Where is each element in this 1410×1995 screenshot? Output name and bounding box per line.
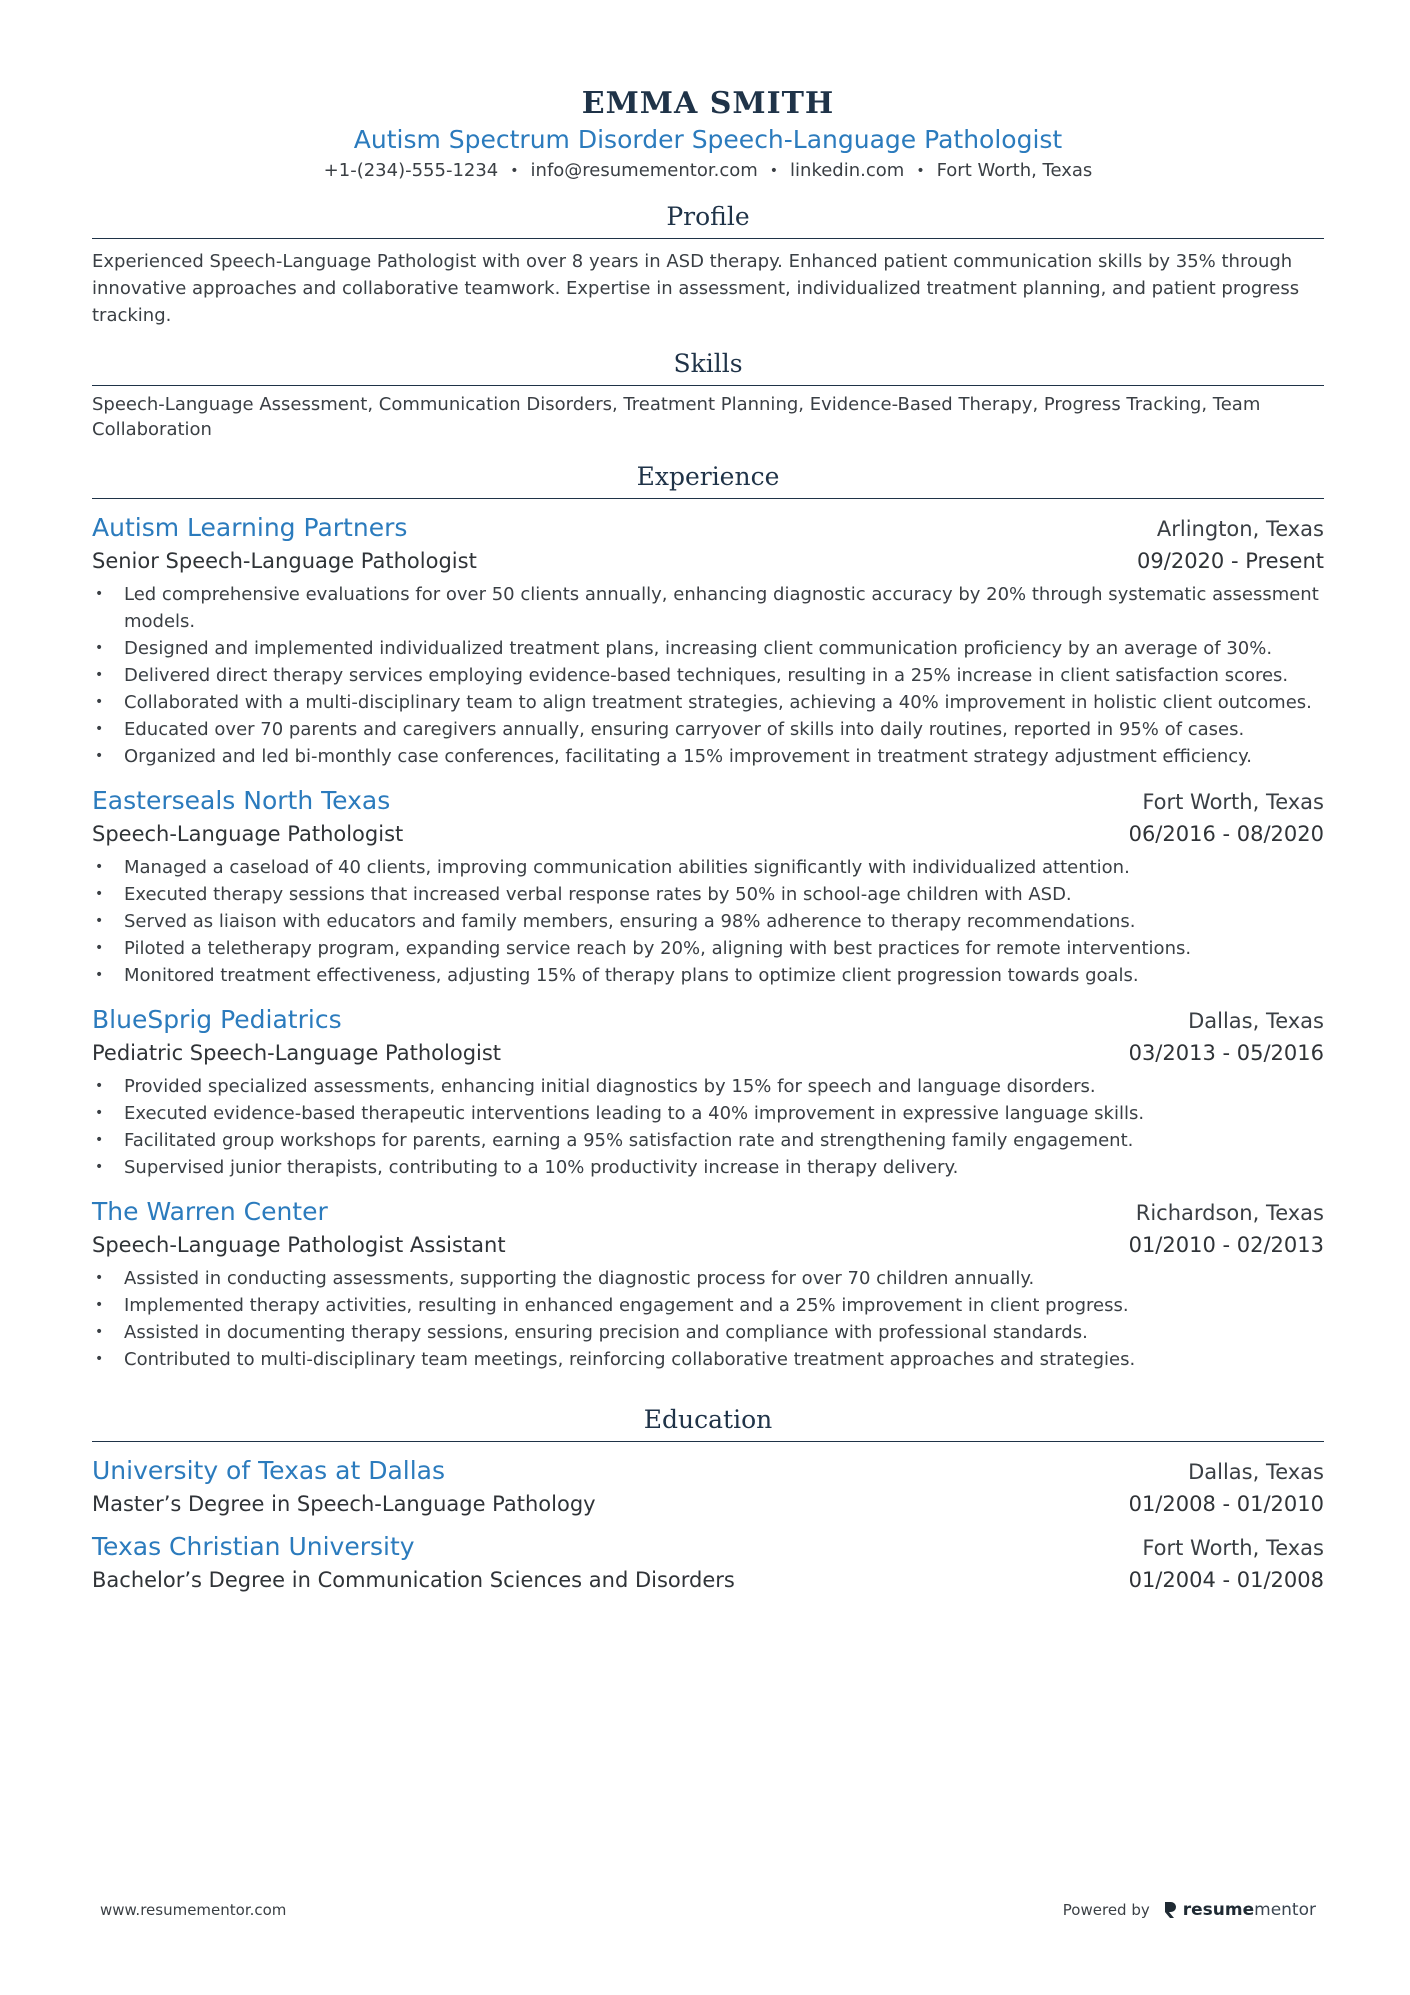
- brand-name-bold: resume: [1182, 1900, 1255, 1920]
- job-dates: 03/2013 - 05/2016: [1128, 1041, 1324, 1065]
- education-list: [92, 1454, 1324, 1596]
- job-location: Arlington, Texas: [1156, 517, 1324, 541]
- profile-text: Experienced Speech-Language Pathologist with over 8 years in ASD therapy. Enhanced patient communication skills by 35% through innovative approaches and collaborative teamwork. Expertise in assessment, individualized treatment planning, and patient progress tracking.: [92, 251, 1300, 326]
- list-item: • Executed therapy sessions that increased verbal response rates by 50% in school-age children with ASD.: [95, 884, 1072, 905]
- resume-page: [92, 84, 1324, 1596]
- list-item: • Executed evidence-based therapeutic interventions leading to a 40% improvement in expressive language skills.: [95, 1103, 1145, 1124]
- degree-name: Master’s Degree in Speech-Language Pathology: [92, 1492, 596, 1516]
- school-location: Fort Worth, Texas: [1142, 1536, 1324, 1560]
- candidate-name: EMMA SMITH: [581, 86, 835, 121]
- school-name: University of Texas at Dallas: [92, 1456, 446, 1485]
- job-entry: [92, 1195, 1324, 1373]
- job-title: Speech-Language Pathologist Assistant: [92, 1233, 506, 1257]
- job-dates: 01/2010 - 02/2013: [1128, 1233, 1324, 1257]
- list-item: • Led comprehensive evaluations for over 50 clients annually, enhancing diagnostic accuracy by 20% through systematic assessment models.: [95, 584, 1319, 632]
- job-bullets: [92, 1265, 1324, 1373]
- experience-heading: Experience: [92, 460, 1324, 499]
- brand-logo-icon: [1162, 1900, 1178, 1920]
- list-item: • Educated over 70 parents and caregivers annually, ensuring carryover of skills into daily routines, reported in 95% of cases.: [95, 719, 1245, 740]
- list-item: • Provided specialized assessments, enhancing initial diagnostics by 15% for speech and language disorders.: [95, 1076, 1096, 1097]
- job-bullets: [92, 1073, 1324, 1181]
- degree-name: Bachelor’s Degree in Communication Sciences and Disorders: [92, 1568, 735, 1592]
- job-company: The Warren Center: [92, 1197, 328, 1226]
- job-location: Dallas, Texas: [1188, 1009, 1324, 1033]
- degree-dates: 01/2008 - 01/2010: [1128, 1492, 1324, 1516]
- list-item: • Supervised junior therapists, contributing to a 10% productivity increase in therapy delivery.: [95, 1157, 959, 1178]
- education-entry: [92, 1530, 1324, 1596]
- degree-dates: 01/2004 - 01/2008: [1128, 1568, 1324, 1592]
- list-item: • Contributed to multi-disciplinary team meetings, reinforcing collaborative treatment approaches and strategies.: [95, 1349, 1136, 1370]
- job-title: Speech-Language Pathologist: [92, 822, 404, 846]
- list-item: • Facilitated group workshops for parents, earning a 95% satisfaction rate and strengthening family engagement.: [95, 1130, 1134, 1151]
- list-item: • Managed a caseload of 40 clients, improving communication abilities significantly with individualized attention.: [95, 857, 1130, 878]
- list-item: • Monitored treatment effectiveness, adjusting 15% of therapy plans to optimize client progression towards goals.: [95, 965, 1139, 986]
- list-item: • Assisted in documenting therapy sessions, ensuring precision and compliance with professional standards.: [95, 1322, 1088, 1343]
- skills-text: Speech-Language Assessment, Communication Disorders, Treatment Planning, Evidence-Based Therapy, Progress Tracking, Team Collaboration: [92, 394, 1261, 440]
- job-location: Fort Worth, Texas: [1142, 790, 1324, 814]
- separator-dot: •: [916, 163, 925, 179]
- separator-dot: •: [510, 163, 519, 179]
- brand-name-light: mentor: [1254, 1900, 1316, 1920]
- list-item: • Implemented therapy activities, resulting in enhanced engagement and a 25% improvement in client progress.: [95, 1295, 1129, 1316]
- school-name: Texas Christian University: [92, 1532, 415, 1561]
- list-item: • Piloted a teletherapy program, expanding service reach by 20%, aligning with best practices for remote interventions.: [95, 938, 1192, 959]
- education-entry: [92, 1454, 1324, 1520]
- job-company: Autism Learning Partners: [92, 513, 408, 542]
- email-address: info@resumementor.com: [530, 160, 758, 181]
- list-item: • Served as liaison with educators and family members, ensuring a 98% adherence to therapy recommendations.: [95, 911, 1136, 932]
- separator-dot: •: [769, 163, 779, 179]
- brand-logo[interactable]: [1162, 1900, 1316, 1920]
- job-bullets: [92, 854, 1324, 989]
- education-heading: Education: [92, 1403, 1324, 1442]
- job-bullets: [92, 581, 1324, 770]
- skills-heading: Skills: [92, 347, 1324, 386]
- job-dates: 09/2020 - Present: [1137, 549, 1324, 573]
- list-item: • Collaborated with a multi-disciplinary team to align treatment strategies, achieving a 40% improvement in holistic client outcomes.: [95, 692, 1312, 713]
- list-item: • Delivered direct therapy services employing evidence-based techniques, resulting in a 25% increase in client satisfaction scores.: [95, 665, 1289, 686]
- contact-line: [92, 156, 1324, 186]
- experience-list: [92, 511, 1324, 1373]
- job-company: Easterseals North Texas: [92, 786, 391, 815]
- job-dates: 06/2016 - 08/2020: [1128, 822, 1324, 846]
- candidate-role: Autism Spectrum Disorder Speech-Language Pathologist: [353, 125, 1063, 154]
- list-item: • Designed and implemented individualized treatment plans, increasing client communication proficiency by an average of 30%.: [95, 638, 1273, 659]
- profile-heading: Profile: [92, 200, 1324, 239]
- linkedin-link: linkedin.com: [790, 160, 905, 181]
- job-location: Richardson, Texas: [1135, 1201, 1324, 1225]
- website-link[interactable]: www.resumementor.com: [100, 1901, 287, 1919]
- school-location: Dallas, Texas: [1188, 1460, 1324, 1484]
- job-entry: [92, 511, 1324, 770]
- job-entry: [92, 1003, 1324, 1181]
- list-item: • Assisted in conducting assessments, supporting the diagnostic process for over 70 children annually.: [95, 1268, 1035, 1289]
- job-title: Senior Speech-Language Pathologist: [92, 549, 477, 573]
- resume-header: [92, 84, 1324, 186]
- list-item: • Organized and led bi-monthly case conferences, facilitating a 15% improvement in treatment strategy adjustment efficiency.: [95, 746, 1252, 767]
- home-location: Fort Worth, Texas: [936, 160, 1093, 181]
- phone-number: +1-(234)-555-1234: [323, 160, 499, 181]
- page-footer: [100, 1900, 1316, 1920]
- job-entry: [92, 784, 1324, 989]
- job-company: BlueSprig Pediatrics: [92, 1005, 342, 1034]
- powered-by-label: Powered by: [1062, 1901, 1150, 1919]
- job-title: Pediatric Speech-Language Pathologist: [92, 1041, 502, 1065]
- powered-by: [1063, 1900, 1316, 1920]
